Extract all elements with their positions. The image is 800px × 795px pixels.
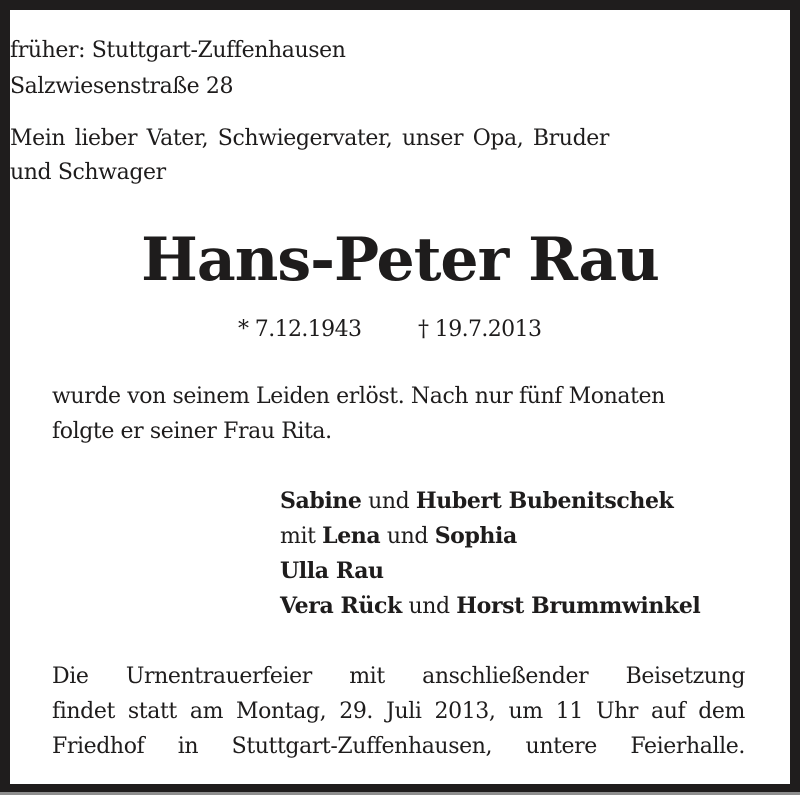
family-name: Horst Brummwinkel [456,593,701,619]
family-name: Ulla Rau [280,558,384,584]
message-line-1: wurde von seinem Leiden erlöst. Nach nur fünf Monaten [52,384,665,409]
message-line-2: folgte er seiner Frau Rita. [52,419,332,444]
conjunction: und [380,524,435,549]
family-row [280,484,673,519]
family-row [280,519,517,554]
prefix: mit [280,524,323,549]
family-name: Lena [322,523,381,549]
family-row [280,554,384,589]
obituary-notice [10,10,790,784]
family-name: Vera Rück [280,593,402,619]
birth-date: * 7.12.1943 [238,317,362,342]
family-row [280,589,700,624]
service-line-3: Friedhof in Stuttgart-Zuffenhausen, untere Feierhalle. [52,734,745,759]
death-date: † 19.7.2013 [418,317,542,342]
conjunction: und [401,594,457,619]
address-line-1: früher: Stuttgart-Zuffenhausen [10,38,346,63]
family-name: Sabine [280,488,362,514]
family-name: Sophia [434,523,517,549]
address-line-2: Salzwiesenstraße 28 [10,74,234,99]
intro-line-2: und Schwager [10,160,166,185]
service-line-2: findet statt am Montag, 29. Juli 2013, um 11 Uhr auf dem [52,699,745,724]
intro-line-1: Mein lieber Vater, Schwiegervater, unser Opa, Bruder [10,126,609,151]
conjunction: und [361,489,416,514]
service-line-1: Die Urnentrauerfeier mit anschließender Beisetzung [52,664,745,689]
family-name: Hubert Bubenitschek [415,488,674,514]
deceased-name: Hans-Peter Rau [141,225,659,295]
